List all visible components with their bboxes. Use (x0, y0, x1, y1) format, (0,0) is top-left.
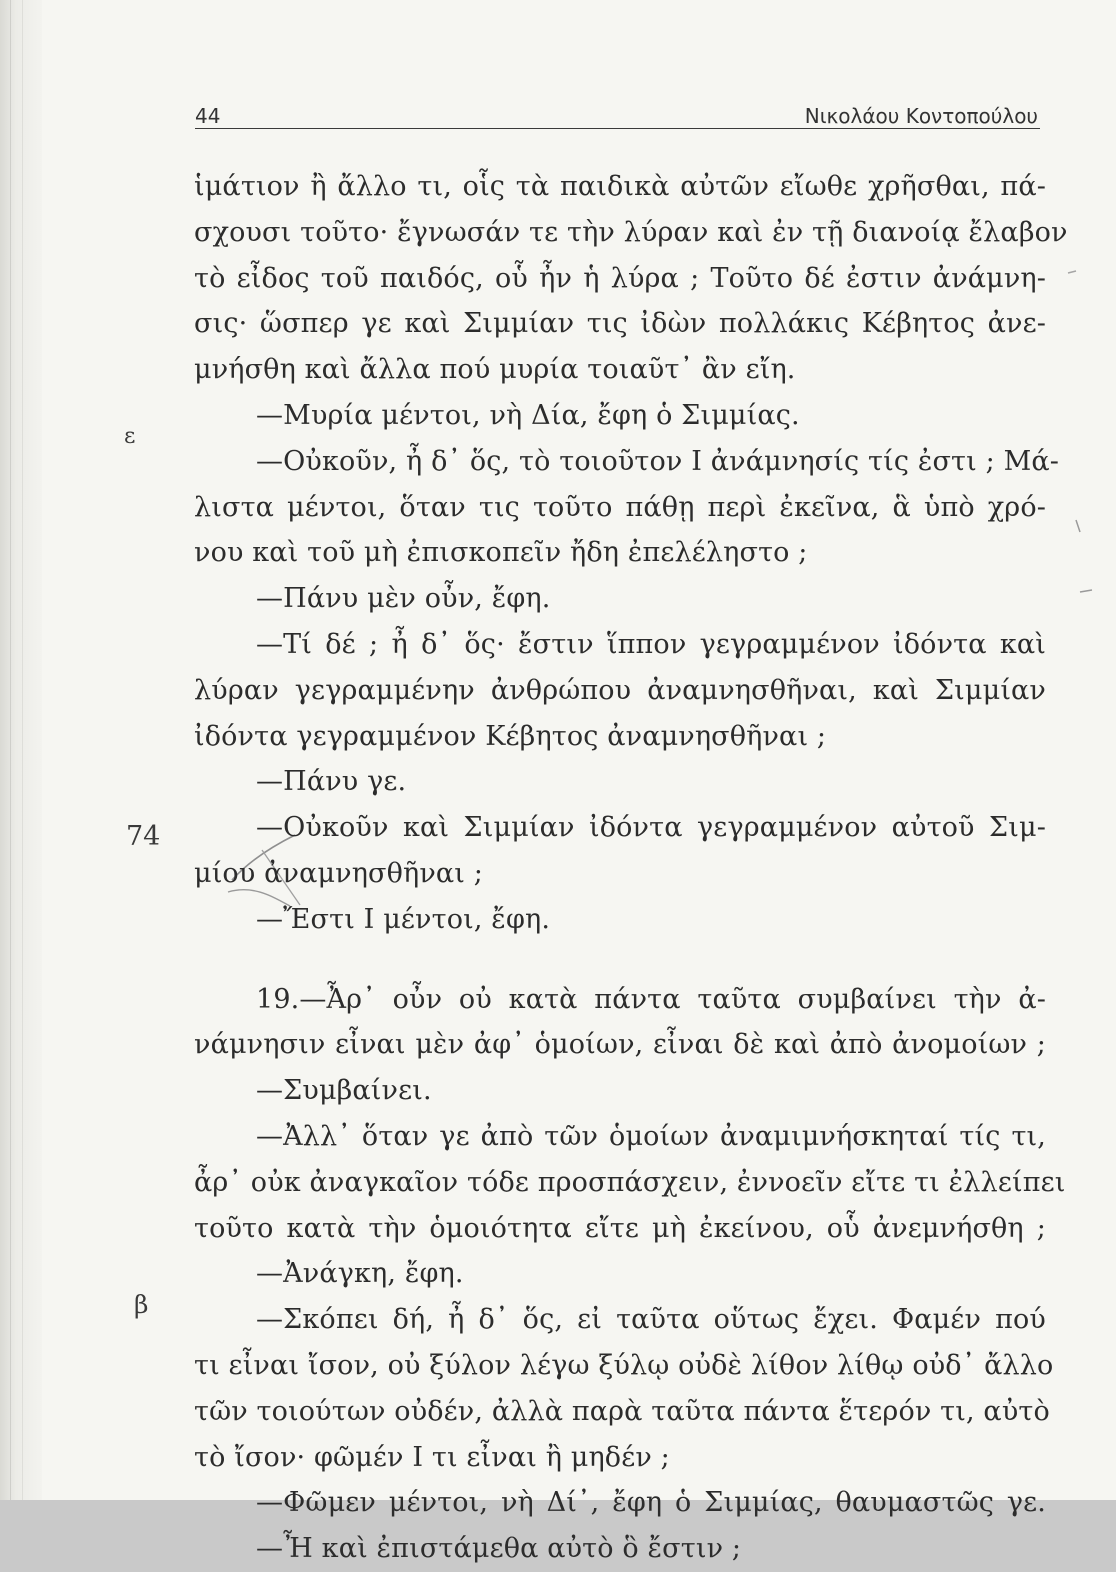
text-line: τοῦτο κατὰ τὴν ὁμοιότητα εἴτε μὴ ἐκείνου, οὗ ἀνεμνήσθη ; (194, 1212, 1046, 1244)
text-line: σις· ὥσπερ γε καὶ Σιμμίαν τις ἰδὼν πολλάκις Κέβητος ἀνε- (194, 308, 1046, 340)
page-number: 44 (195, 104, 221, 128)
text-line: νου καὶ τοῦ μὴ ἐπισκοπεῖν ἤδη ἐπελέληστο ; (194, 537, 808, 569)
text-line: ἱμάτιον ἢ ἄλλο τι, οἷς τὰ παιδικὰ αὐτῶν εἴωθε χρῆσθαι, πά- (194, 171, 1046, 202)
text-line: —Φῶμεν μέντοι, νὴ Δί᾽, ἔφη ὁ Σιμμίας, θαυμαστῶς γε. (256, 1487, 1046, 1519)
text-line: λύραν γεγραμμένην ἀνθρώπου ἀναμνησθῆναι, καὶ Σιμμίαν (194, 674, 1046, 706)
text-line: νάμνησιν εἶναι μὲν ἀφ᾽ ὁμοίων, εἶναι δὲ καὶ ἀπὸ ἀνομοίων ; (194, 1029, 1046, 1061)
text-line: —Οὐκοῦν καὶ Σιμμίαν ἰδόντα γεγραμμένον αὐτοῦ Σιμ- (256, 812, 1046, 844)
running-head: Νικολάου Κοντοπούλου (804, 104, 1038, 128)
text-line: τὸ ἴσον· φῶμέν Ι τι εἶναι ἢ μηδέν ; (194, 1441, 670, 1473)
text-line: —Ἀνάγκη, ἔφη. (256, 1258, 464, 1290)
text-line: —Συμβαίνει. (256, 1075, 432, 1107)
text-line: —Πάνυ γε. (256, 766, 407, 798)
text-line: ἰδόντα γεγραμμένον Κέβητος ἀναμνησθῆναι ; (194, 720, 827, 752)
text-line: 19.—Ἆρ᾽ οὖν οὐ κατὰ πάντα ταῦτα συμβαίνει τὴν ἀ- (256, 983, 1046, 1015)
text-line: —Ἔστι Ι μέντοι, ἔφη. (256, 903, 551, 935)
text-line: λιστα μέντοι, ὅταν τις τοῦτο πάθῃ περὶ ἐκεῖνα, ἃ ὑπὸ χρό- (194, 491, 1046, 523)
stephanus-number: 74 (126, 821, 161, 852)
margin-letter-b: β (134, 1290, 149, 1319)
text-line: —Πάνυ μὲν οὖν, ἔφη. (256, 583, 551, 615)
text-line: —Σκόπει δή, ἦ δ᾽ ὅς, εἰ ταῦτα οὕτως ἔχει. Φαμέν πού (256, 1304, 1046, 1336)
text-line: σχουσι τοῦτο· ἔγνωσάν τε τὴν λύραν καὶ ἐν τῇ διανοίᾳ ἔλαβον (194, 216, 1068, 248)
text-line: μνήσθη καὶ ἄλλα πού μυρία τοιαῦτ᾽ ἂν εἴη. (194, 354, 796, 386)
text-line: —Ἦ καὶ ἐπιστάμεθα αὐτὸ ὃ ἔστιν ; (256, 1533, 742, 1565)
text-line: τὸ εἶδος τοῦ παιδός, οὗ ἦν ἡ λύρα ; Τοῦτο δέ ἐστιν ἀνάμνη- (194, 262, 1046, 294)
text-line: —Μυρία μέντοι, νὴ Δία, ἔφη ὁ Σιμμίας. (256, 399, 800, 431)
main-text (194, 164, 1068, 1572)
text-line: —Τί δέ ; ἦ δ᾽ ὅς· ἔστιν ἵππον γεγραμμένον ἰδόντα καὶ (256, 628, 1046, 660)
text-line: τι εἶναι ἴσον, οὐ ξύλον λέγω ξύλῳ οὐδὲ λίθον λίθῳ οὐδ᾽ ἄλλο (194, 1349, 1054, 1381)
text-line: μίου ἀναμνησθῆναι ; (194, 857, 484, 889)
text-line: ἆρ᾽ οὐκ ἀναγκαῖον τόδε προσπάσχειν, ἐννοεῖν εἴτε τι ἐλλείπει (194, 1166, 1066, 1198)
text-line: —Οὐκοῦν, ἦ δ᾽ ὅς, τὸ τοιοῦτον Ι ἀνάμνησίς τίς ἐστι ; Μά- (256, 445, 1060, 477)
text-line: —Ἀλλ᾽ ὅταν γε ἀπὸ τῶν ὁμοίων ἀναμιμνήσκηταί τίς τι, (256, 1120, 1046, 1152)
margin-letter-e: ε (124, 424, 136, 449)
text-line: τῶν τοιούτων οὐδέν, ἀλλὰ παρὰ ταῦτα πάντα ἕτερόν τι, αὐτὸ (194, 1395, 1050, 1427)
